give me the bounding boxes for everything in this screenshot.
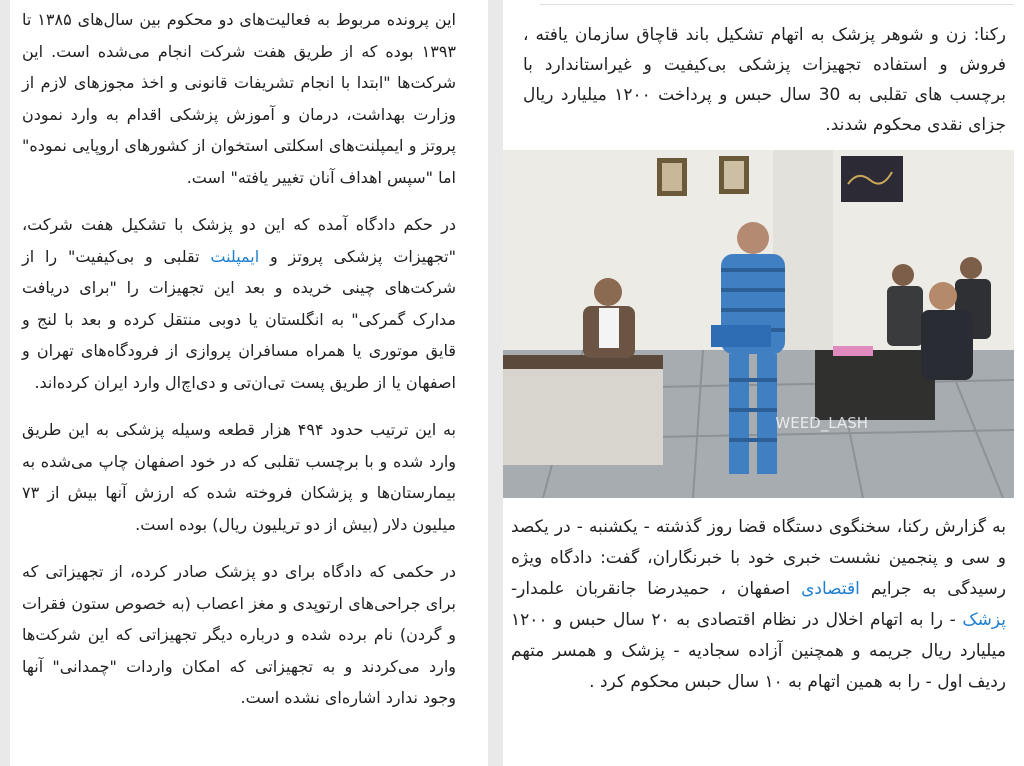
- defendant-head: [737, 222, 769, 254]
- inline-link[interactable]: اقتصادی: [801, 579, 860, 599]
- left-paragraph-p4: [22, 556, 456, 714]
- left-desk-top: [503, 355, 663, 369]
- officer-1-head: [892, 264, 914, 286]
- text-run: این پرونده مربوط به فعالیت‌های دو محکوم بین سال‌های ۱۳۸۵ تا ۱۳۹۳ بوده که از طریق هفت شرکت انجام می‌شده است. این شرکت‌ها "ابتدا با انجام تشریفات قانونی و اخذ مجوزهای لازم از وزارت بهداشت، درمان و آموزش پزشکی اقدام به وارد نمودن پروتز و ایمپلنت‌های اسکلتی استخوان از کشورهای اروپایی نموده" اما "سپس اهداف آنان تغییر یافته" است.: [22, 10, 456, 187]
- left-desk: [503, 355, 663, 465]
- text-run: تقلبی و بی‌کیفیت" را از شرکت‌های چینی خریده و بعد این تجهیزات را "برای دریافت مدارک گمرکی" به انگلستان یا دوبی منتقل کرده و بعد با لنج و قایق موتوری یا همراه مسافران پروازی از فرودگاه‌های تهران و اصفهان یا از طریق پست تی‌ان‌تی و دی‌اچ‌ال وارد ایران کرده‌اند.: [22, 246, 456, 392]
- defendant-leg-right: [757, 354, 777, 474]
- courtroom-photo-svg: [503, 150, 1014, 498]
- man-in-suit-body: [921, 310, 973, 380]
- portrait-2: [724, 161, 744, 189]
- text-run: در حکمی که دادگاه برای دو پزشک صادر کرده، از تجهیزاتی که برای جراحی‌های ارتوپدی و مغز اعصاب (به خصوص ستون فقرات و گردن) نام برده شده و درباره دیگر تجهیزاتی که این شرکت‌ها وارد می‌کردند و به تجهیزاتی که امکان واردات "چمدانی" آنها وجود ندارد اشاره‌ای نشده است.: [22, 562, 456, 707]
- portrait-1: [662, 163, 682, 191]
- text-run: به گزارش رکنا، سخنگوی دستگاه قضا روز گذشته - یکشنبه - در یکصد و سی و پنجمین نشست خبری خود با خبرنگاران، گفت: دادگاه ویژه رسیدگی به جرایم: [511, 517, 1006, 599]
- left-article-body: [22, 0, 456, 714]
- text-run: اصفهان ، حمیدرضا جانقربان علمدار-: [511, 579, 802, 599]
- seated-man-head: [594, 278, 622, 306]
- man-in-suit-head: [929, 282, 957, 310]
- text-run: به این ترتیب حدود ۴۹۴ هزار قطعه وسیله پزشکی به این طریق وارد شده و با برچسب تقلبی که در خود اصفهان چاپ می‌شده به بیمارستان‌ها و پزشکان فروخته شده که ارزش آنها بیش از ۷۳ میلیون دلار (بیش از دو تریلیون ریال) بوده است.: [22, 420, 456, 534]
- text-run: در حکم دادگاه آمده که این دو پزشک با تشکیل هفت شرکت، "تجهیزات پزشکی پروتز و: [22, 215, 456, 266]
- left-paragraph-p2: [22, 209, 456, 398]
- left-article-column: [10, 0, 488, 766]
- defendant-leg-left: [729, 354, 749, 474]
- pink-box: [833, 346, 873, 356]
- calligraphy-plaque: [841, 156, 903, 202]
- inline-link[interactable]: ایمپلنت: [210, 246, 260, 266]
- courtroom-photo: [503, 150, 1014, 498]
- right-article-column: [503, 0, 1024, 766]
- right-table: [815, 350, 935, 420]
- left-paragraph-p3: [22, 414, 456, 540]
- seated-man-shirt: [599, 308, 619, 348]
- evidence-box: [711, 325, 771, 347]
- officer-1-body: [887, 286, 923, 346]
- photo-watermark: WEED_LASH: [775, 414, 868, 432]
- officer-2-head: [960, 257, 982, 279]
- right-article-body-wrap: [503, 512, 1014, 698]
- right-article-body: [511, 512, 1006, 698]
- top-divider: [540, 4, 1014, 5]
- inline-link[interactable]: پزشک: [962, 610, 1006, 630]
- left-paragraph-p1: [22, 4, 456, 193]
- text-run: - را به اتهام اخلال در نظام اقتصادی به ۲۰ سال حبس و ۱۲۰۰ میلیارد ریال جریمه و همچنین آزاده سجادیه - پزشک و همسر متهم ردیف اول - را به همین اتهام به ۱۰ سال حبس محکوم کرد .: [511, 610, 1006, 692]
- lead-paragraph: رکنا: زن و شوهر پزشک به اتهام تشکیل باند قاچاق سازمان یافته ، فروش و استفاده تجهیزات پزشکی بی‌کیفیت و غیراستاندارد با برچسب های تقلبی به 30 سال حبس و پرداخت ۱۲۰۰ میلیارد ریال جزای نقدی محکوم شدند.: [523, 25, 1006, 135]
